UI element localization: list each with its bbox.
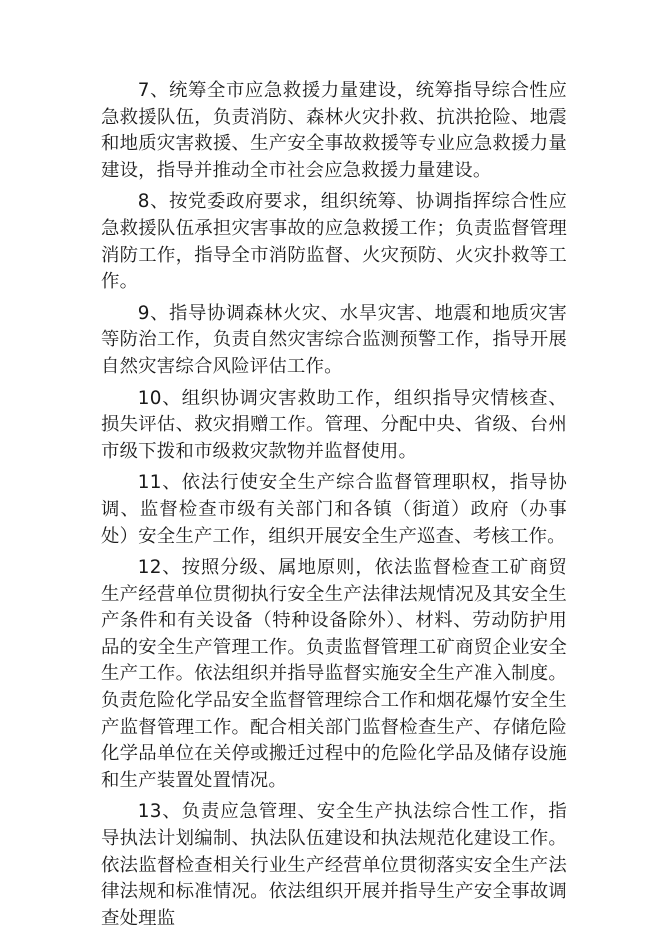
paragraph-7: 7、统筹全市应急救援力量建设，统筹指导综合性应急救援队伍，负责消防、森林火灾扑救、抗洪抢险、地震和地质灾害救援、生产安全事故救援等专业应急救援力量建设，指导并推动全市社会应急救援力量建设。 [101, 80, 567, 181]
paragraph-8: 8、按党委政府要求，组织统筹、协调指挥综合性应急救援队伍承担灾害事故的应急救援工作；负责监督管理消防工作，指导全市消防监督、火灾预防、火灾扑救等工作。 [101, 191, 567, 293]
paragraph-13: 13、负责应急管理、安全生产执法综合性工作，指导执法计划编制、执法队伍建设和执法规范化建设工作。依法监督检查相关行业生产经营单位贯彻落实安全生产法律法规和标准情况。依法组织开展并指导生产安全事故调查处理监 [101, 801, 567, 929]
paragraph-12: 12、按照分级、属地原则，依法监督检查工矿商贸生产经营单位贯彻执行安全生产法律法规情况及其安全生产条件和有关设备（特种设备除外）、材料、劳动防护用品的安全生产管理工作。负责监督管理工矿商贸企业安全生产工作。依法组织并指导监督实施安全生产准入制度。负责危险化学品安全监督管理综合工作和烟花爆竹安全生产监督管理工作。配合相关部门监督检查生产、存储危险化学品单位在关停或搬迁过程中的危险化学品及储存设施和生产装置处置情况。 [101, 557, 567, 791]
paragraph-9: 9、指导协调森林火灾、水旱灾害、地震和地质灾害等防治工作，负责自然灾害综合监测预警工作，指导开展自然灾害综合风险评估工作。 [101, 302, 567, 377]
paragraph-10: 10、组织协调灾害救助工作，组织指导灾情核查、损失评估、救灾捐赠工作。管理、分配中央、省级、台州市级下拨和市级救灾款物并监督使用。 [101, 387, 567, 462]
paragraph-11: 11、依法行使安全生产综合监督管理职权，指导协调、监督检查市级有关部门和各镇（街道）政府（办事处）安全生产工作，组织开展安全生产巡查、考核工作。 [101, 472, 567, 547]
